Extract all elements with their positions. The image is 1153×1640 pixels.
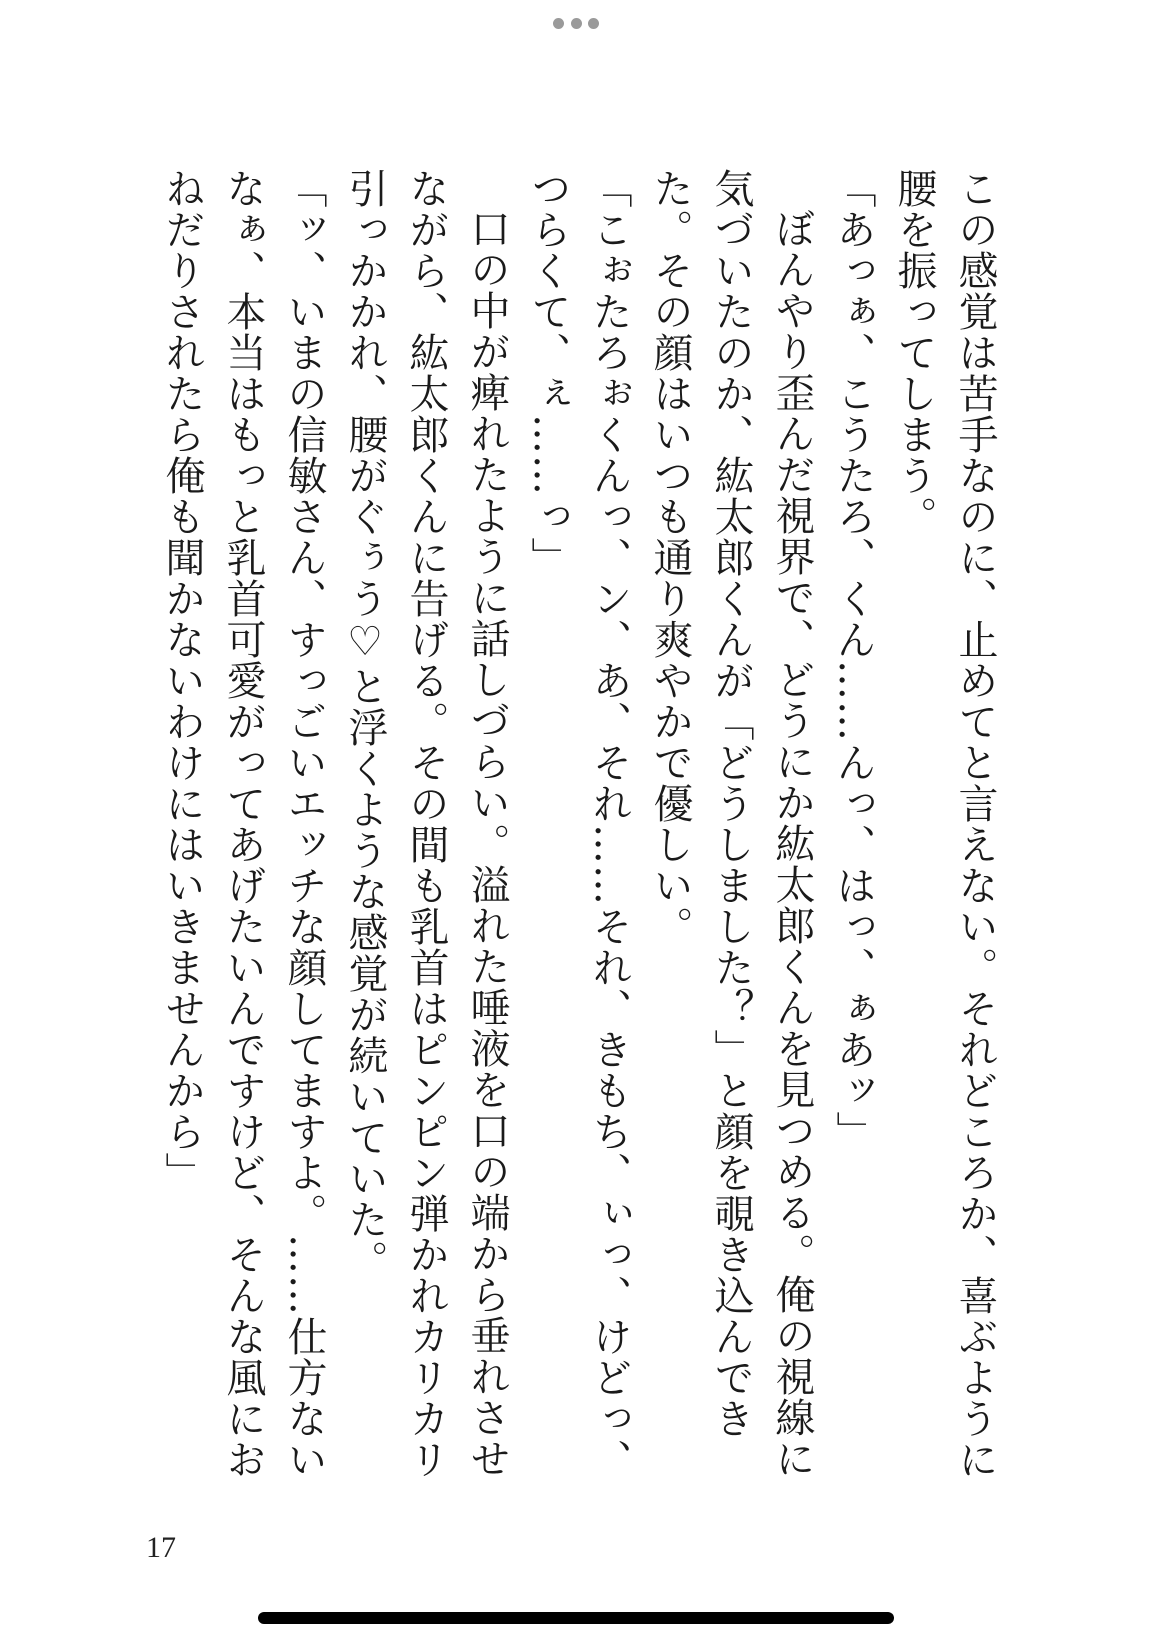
- paragraph: 「ッ、いまの信敏さん、すっごいエッチな顔してますよ。……仕方ないなぁ、本当はもっと乳首可愛がってあげたいんですけど、そんな風におねだりされたら俺も聞かないわけにはいきませんから」: [159, 168, 327, 1480]
- more-dots-icon: [588, 18, 599, 29]
- paragraph: ぼんやり歪んだ視界で、どうにか紘太郎くんを見つめる。俺の視線に気づいたのか、紘太郎くんが「どうしました？」と顔を覗き込んできた。その顔はいつも通り爽やかで優しい。: [647, 168, 815, 1479]
- more-options-button[interactable]: [553, 16, 599, 30]
- page-number: 17: [146, 1531, 176, 1564]
- paragraph: 「こぉたろぉくんっ、ン、あ、それ……それ、きもち、ぃっ、けどっ、つらくて、ぇ……っ」: [525, 168, 632, 1480]
- more-dots-icon: [571, 18, 582, 29]
- more-dots-icon: [553, 18, 564, 29]
- paragraph: 口の中が痺れたように話しづらい。溢れた唾液を口の端から垂れさせながら、紘太郎くんに告げる。その間も乳首はピンピン弾かれカリカリ引っかかれ、腰がぐぅう♡と浮くような感覚が続いていた。: [342, 168, 510, 1480]
- paragraph: 「あっぁ、こうたろ、くん……んっ、はっ、ぁあッ」: [830, 168, 876, 1152]
- home-indicator[interactable]: [258, 1612, 894, 1624]
- page-body-text: [145, 168, 1005, 1508]
- paragraph: この感覚は苦手なのに、止めてと言えない。それどころか、喜ぶように腰を振ってしまう。: [891, 168, 998, 1480]
